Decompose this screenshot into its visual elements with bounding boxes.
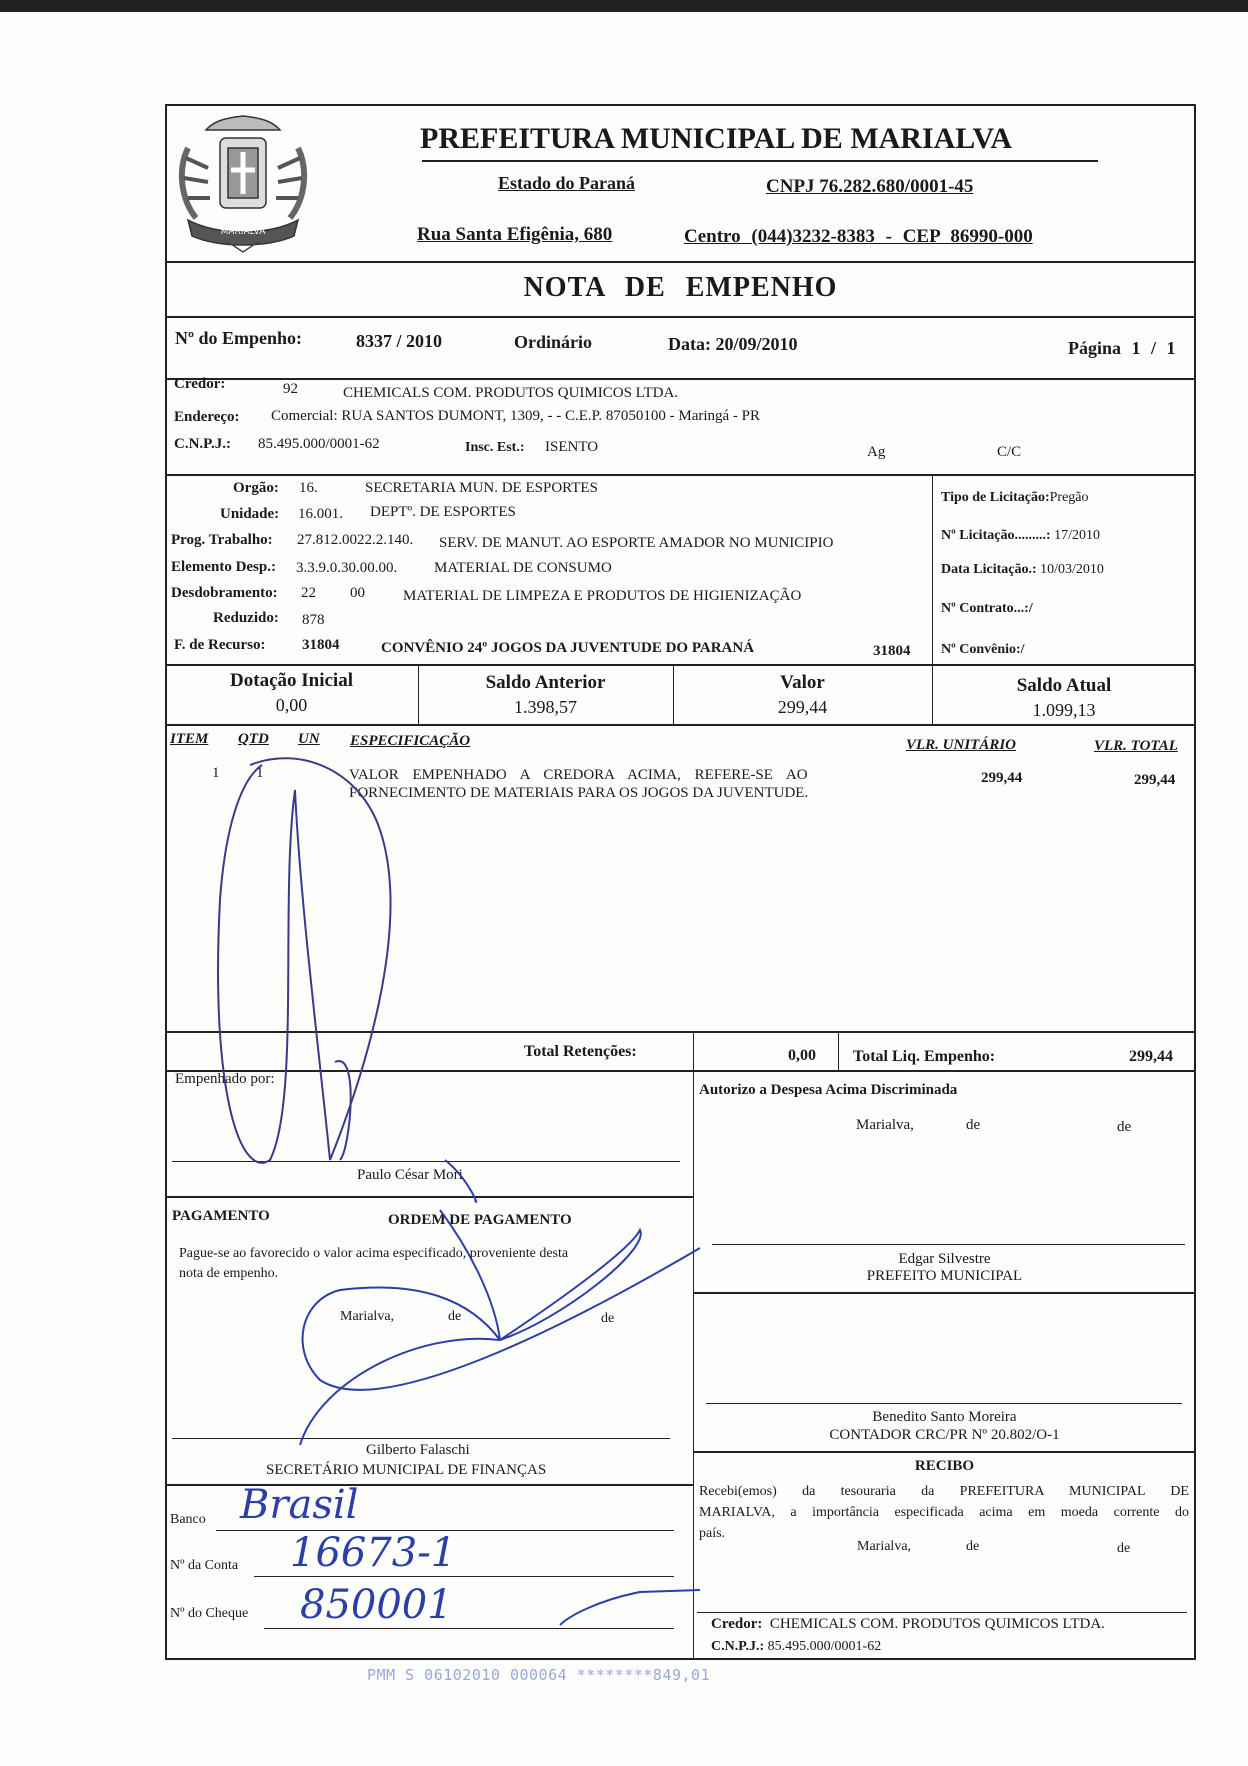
unidade-name: DEPTº. DE ESPORTES — [370, 504, 516, 520]
tipo-licitacao-value: Pregão — [1049, 490, 1089, 505]
street-address: Rua Santa Efigênia, 680 — [417, 224, 613, 245]
prog-code: 27.812.0022.2.140. — [297, 532, 414, 548]
valor-label: Valor — [780, 672, 825, 693]
saldo-anterior-label: Saldo Anterior — [485, 672, 606, 693]
recibo-label: RECIBO — [914, 1458, 975, 1474]
contrato-label: Nº Contrato...:/ — [941, 601, 1033, 616]
numero-licitacao-label: Nº Licitação.........: — [941, 528, 1051, 543]
dotacao-label: Dotação Inicial — [230, 670, 353, 691]
col-qtd-header: QTD — [238, 731, 269, 747]
col-vlr-total-header: VLR. TOTAL — [1094, 738, 1178, 754]
col-item-header: ITEM — [170, 731, 209, 747]
tipo-licitacao-label: Tipo de Licitação: — [941, 490, 1050, 505]
prefeitura-title: PREFEITURA MUNICIPAL DE MARIALVA — [420, 122, 1013, 155]
orgao-name: SECRETARIA MUN. DE ESPORTES — [365, 480, 598, 496]
col-especificacao-header: ESPECIFICAÇÃO — [350, 733, 471, 749]
pagamento-de-2: de — [601, 1311, 615, 1326]
item-spec-line-1: VALOR EMPENHADO A CREDORA ACIMA, REFERE-SE AO — [349, 767, 808, 783]
prefeito-name: Edgar Silvestre — [898, 1251, 991, 1267]
ordem-pagamento-label: ORDEM DE PAGAMENTO — [388, 1212, 572, 1228]
pagamento-place: Marialva, — [340, 1309, 395, 1324]
conta-handwritten: 16673-1 — [290, 1530, 457, 1576]
secretario-role: SECRETÁRIO MUNICIPAL DE FINANÇAS — [266, 1462, 547, 1478]
banco-handwritten: Brasil — [240, 1482, 359, 1528]
valor-value: 299,44 — [777, 697, 828, 717]
desd-code: 22 — [301, 585, 316, 601]
saldo-anterior-value: 1.398,57 — [514, 697, 577, 717]
autorizo-de-1: de — [966, 1117, 981, 1133]
elem-label: Elemento Desp.: — [171, 559, 276, 575]
item-number: 1 — [212, 765, 220, 781]
endereco-label: Endereço: — [174, 409, 240, 425]
data-licitacao-label: Data Licitação.: — [941, 562, 1037, 577]
address-details: Centro (044)3232-8383 - CEP 86990-000 — [684, 226, 1033, 247]
reduzido-label: Reduzido: — [213, 610, 279, 626]
dotacao-value: 0,00 — [275, 695, 308, 715]
credor-code: 92 — [283, 381, 298, 397]
contador-role: CONTADOR CRC/PR Nº 20.802/O-1 — [829, 1427, 1060, 1443]
recibo-place: Marialva, — [857, 1539, 912, 1554]
prog-name: SERV. DE MANUT. AO ESPORTE AMADOR NO MUNICIPIO — [439, 535, 834, 551]
item-qtd: 1 — [256, 765, 264, 781]
credor-endereco: Comercial: RUA SANTOS DUMONT, 1309, - - C.E.P. 87050100 - Maringá - PR — [271, 408, 761, 424]
pagamento-de-1: de — [448, 1309, 462, 1324]
ag-label: Ag — [867, 444, 886, 460]
processing-stamp: PMM S 06102010 000064 ********849,01 — [367, 1666, 711, 1684]
reduzido-code: 878 — [302, 612, 325, 628]
credor-name: CHEMICALS COM. PRODUTOS QUIMICOS LTDA. — [343, 385, 679, 401]
insc-label: Insc. Est.: — [465, 440, 525, 455]
autorizo-label: Autorizo a Despesa Acima Discriminada — [699, 1082, 958, 1098]
page-number: Página 1 / 1 — [1068, 338, 1176, 358]
contador-name: Benedito Santo Moreira — [872, 1409, 1017, 1425]
unidade-label: Unidade: — [220, 506, 280, 522]
desd-label: Desdobramento: — [171, 585, 278, 601]
empenho-label: Nº do Empenho: — [175, 328, 302, 348]
recibo-text-line-3: país. — [699, 1526, 726, 1541]
numero-licitacao-value: 17/2010 — [1054, 528, 1100, 543]
empenhado-por-name: Paulo César Mori — [357, 1167, 463, 1183]
elem-code: 3.3.9.0.30.00.00. — [296, 560, 398, 576]
col-un-header: UN — [298, 731, 320, 747]
desd-sub: 00 — [350, 585, 365, 601]
item-spec-line-2: FORNECIMENTO DE MATERIAIS PARA OS JOGOS DA JUVENTUDE. — [349, 785, 809, 801]
recurso-name: CONVÊNIO 24º JOGOS DA JUVENTUDE DO PARANÁ — [381, 640, 755, 656]
pagamento-text-line-2: nota de empenho. — [179, 1266, 279, 1281]
banco-label: Banco — [170, 1512, 206, 1527]
autorizo-de-2: de — [1117, 1119, 1132, 1135]
convenio-label: Nº Convênio:/ — [941, 642, 1025, 657]
orgao-label: Orgão: — [233, 480, 279, 496]
total-liquido-value: 299,44 — [1129, 1048, 1173, 1065]
recibo-text-line-2: MARIALVA, a importância especificada acima em moeda corrente do — [699, 1505, 1189, 1520]
saldo-atual-label: Saldo Atual — [1016, 675, 1112, 696]
total-liquido-label: Total Liq. Empenho: — [853, 1048, 996, 1065]
prog-label: Prog. Trabalho: — [171, 532, 273, 548]
document-title: NOTA DE EMPENHO — [523, 272, 838, 303]
recurso-label: F. de Recurso: — [174, 637, 266, 653]
total-retencoes-label: Total Retenções: — [524, 1043, 637, 1060]
empenho-number: 8337 / 2010 — [356, 331, 443, 351]
recibo-de-2: de — [1117, 1541, 1131, 1556]
cc-label: C/C — [997, 444, 1022, 460]
conta-label: Nº da Conta — [170, 1558, 239, 1573]
recibo-cnpj-value: 85.495.000/0001-62 — [767, 1639, 882, 1654]
total-retencoes-value: 0,00 — [788, 1047, 816, 1064]
state-label: Estado do Paraná — [498, 173, 636, 193]
credor-label: Credor: — [174, 376, 226, 392]
pagamento-text-line-1: Pague-se ao favorecido o valor acima especificado, proveniente desta — [179, 1246, 569, 1261]
autorizo-place: Marialva, — [856, 1117, 914, 1133]
prefeito-role: PREFEITO MUNICIPAL — [866, 1268, 1023, 1284]
elem-name: MATERIAL DE CONSUMO — [434, 560, 612, 576]
empenhado-por-label: Empenhado por: — [175, 1071, 275, 1087]
credor-cnpj: 85.495.000/0001-62 — [258, 436, 380, 452]
item-total-value: 299,44 — [1134, 772, 1176, 788]
recibo-text-line-1: Recebi(emos) da tesouraria da PREFEITURA MUNICIPAL DE — [699, 1484, 1189, 1499]
cnpj-label: C.N.P.J.: — [174, 436, 231, 452]
desd-name: MATERIAL DE LIMPEZA E PRODUTOS DE HIGIENIZAÇÃO — [403, 588, 802, 604]
cheque-label: Nº do Cheque — [170, 1606, 249, 1621]
recibo-credor-name: CHEMICALS COM. PRODUTOS QUIMICOS LTDA. — [769, 1616, 1105, 1632]
cnpj-prefeitura: CNPJ 76.282.680/0001-45 — [766, 176, 974, 197]
recibo-de-1: de — [966, 1539, 980, 1554]
recurso-code: 31804 — [302, 637, 340, 653]
col-vlr-unitario-header: VLR. UNITÁRIO — [906, 737, 1017, 753]
cheque-handwritten: 850001 — [300, 1582, 453, 1628]
svg-text:MARIALVA: MARIALVA — [220, 227, 266, 237]
recibo-credor-label: Credor: — [711, 1616, 763, 1632]
secretario-name: Gilberto Falaschi — [366, 1442, 470, 1458]
pagamento-label: PAGAMENTO — [172, 1208, 270, 1224]
empenho-date: Data: 20/09/2010 — [668, 334, 798, 354]
saldo-atual-value: 1.099,13 — [1032, 700, 1096, 720]
unidade-code: 16.001. — [298, 506, 343, 522]
credor-insc: ISENTO — [545, 439, 599, 455]
data-licitacao-value: 10/03/2010 — [1040, 562, 1104, 577]
item-unit-value: 299,44 — [981, 770, 1023, 786]
empenho-type: Ordinário — [514, 332, 593, 352]
orgao-code: 16. — [299, 480, 318, 496]
recibo-cnpj-label: C.N.P.J.: — [711, 1639, 765, 1654]
recurso-code-2: 31804 — [873, 643, 911, 659]
